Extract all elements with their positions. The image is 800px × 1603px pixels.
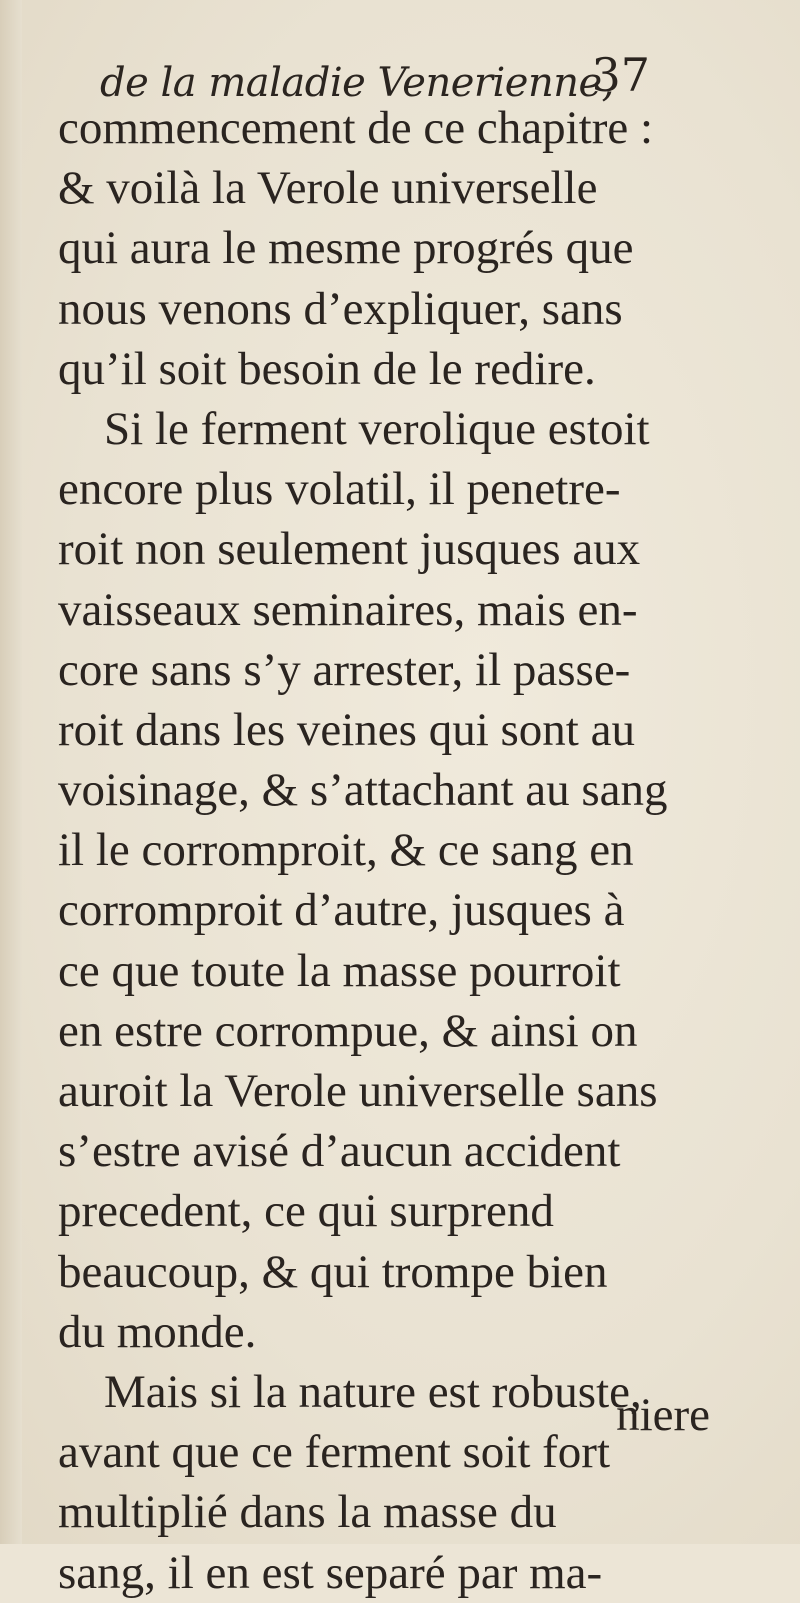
- body-text: [58, 98, 718, 1603]
- catchword: niere: [616, 1389, 710, 1441]
- text-line: ce que toute la masse pourroit: [58, 944, 621, 997]
- text-line: & voilà la Verole universelle: [58, 162, 598, 215]
- text-line: qu’il soit besoin de le redire.: [58, 342, 596, 395]
- text-line: en estre corrompue, & ainsi on: [58, 1004, 638, 1057]
- text-line: vaisseaux seminaires, mais en-: [58, 583, 638, 636]
- text-line: core sans s’y arrester, il passe-: [58, 643, 631, 696]
- text-line: qui aura le mesme progrés que: [58, 222, 634, 275]
- paragraph-start-line: Si le ferment verolique estoit: [104, 402, 650, 455]
- page-edge: [0, 0, 22, 1544]
- text-line: roit dans les veines qui sont au: [58, 703, 635, 756]
- running-title: de la maladie Venerienne,: [100, 60, 614, 106]
- paragraph-start-line: Mais si la nature est robuste,: [104, 1365, 642, 1418]
- text-line: precedent, ce qui surprend: [58, 1185, 554, 1238]
- text-line: commencement de ce chapitre :: [58, 102, 654, 154]
- text-line: multiplié dans la masse du: [58, 1486, 557, 1539]
- text-line: s’estre avisé d’aucun accident: [58, 1125, 621, 1178]
- text-line: corromproit d’autre, jusques à: [58, 884, 625, 937]
- text-line: voisinage, & s’attachant au sang: [58, 764, 668, 817]
- text-line: beaucoup, & qui trompe bien: [58, 1245, 608, 1298]
- text-line: sang, il en est separé par ma-: [58, 1546, 603, 1599]
- text-line: il le corromproit, & ce sang en: [58, 824, 634, 877]
- text-line: nous venons d’expliquer, sans: [58, 282, 623, 335]
- text-line: auroit la Verole universelle sans: [58, 1065, 658, 1117]
- page-number: 37: [591, 48, 650, 102]
- text-line: du monde.: [58, 1305, 257, 1358]
- text-line: avant que ce ferment soit fort: [58, 1426, 611, 1479]
- text-line: encore plus volatil, il penetre-: [58, 463, 621, 516]
- text-line: roit non seulement jusques aux: [58, 523, 641, 576]
